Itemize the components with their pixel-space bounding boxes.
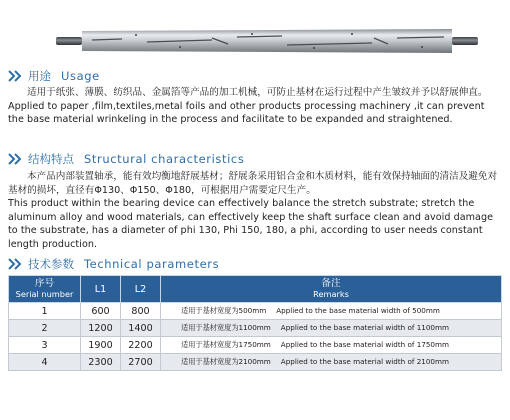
usage-text-en: Applied to paper ,film,textiles,metal foils and other products processing machinery ,it can prevent the base material wrinkeling in the process and facilitate to be expanded and straightened. [8,100,485,125]
header-remarks-cn: 备注 [321,278,341,289]
structure-title-cn: 结构特点 [28,152,74,166]
parameters-table [8,275,502,371]
header-remarks [161,276,502,303]
double-chevron-icon [8,153,22,165]
cell-l2: 1400 [121,320,161,337]
double-chevron-icon [8,258,22,270]
remark-en: Applied to the base material width of 500mm [276,306,440,315]
expander-shaft-image [52,26,482,58]
usage-heading [8,68,100,84]
usage-paragraph [8,86,502,127]
header-l2: L2 [121,276,161,303]
remark-cn: 适用于基材宽度为1100mm [181,323,271,332]
cell-l1: 2300 [81,354,121,371]
shaft-body [82,29,452,53]
params-title-cn: 技术参数 [28,257,74,271]
header-serial [9,276,81,303]
shaft-left-end [56,37,82,45]
structure-title-en: Structural characteristics [84,152,245,166]
cell-serial: 3 [9,337,81,354]
remark-cn: 适用于基材宽度为1750mm [181,340,271,349]
remark-en: Applied to the base material width of 1100mm [280,323,449,332]
usage-title-cn: 用途 [28,69,51,83]
double-chevron-icon [8,70,22,82]
cell-l2: 2200 [121,337,161,354]
cell-l1: 1900 [81,337,121,354]
params-heading [8,256,219,272]
params-title-en: Technical parameters [84,257,220,271]
cell-l2: 800 [121,303,161,320]
cell-serial: 1 [9,303,81,320]
header-remarks-en: Remarks [313,289,349,299]
usage-title-en: Usage [61,69,100,83]
table-row [9,337,502,354]
cell-serial: 4 [9,354,81,371]
header-serial-cn: 序号 [34,278,55,289]
structure-heading [8,151,244,167]
cell-l1: 1200 [81,320,121,337]
cell-remark [161,337,502,354]
table-row [9,320,502,337]
remark-en: Applied to the base material width of 1750mm [280,340,449,349]
structure-text-en: This product within the bearing device can effectively balance the stretch substrate; stretch the aluminum alloy and wood materials, can effectively keep the shaft surface clean and avoid damage to the substrate, has a diameter of phi 130, Phi 150, 180, a phi, according to user needs constant length production. [8,198,494,250]
table-row [9,303,502,320]
structure-paragraph [8,170,502,251]
cell-l1: 600 [81,303,121,320]
table-row [9,354,502,371]
header-l1: L1 [81,276,121,303]
shaft-right-end [452,37,478,45]
cell-remark [161,303,502,320]
cell-remark [161,320,502,337]
remark-cn: 适用于基材宽度为500mm [181,306,267,315]
structure-text-cn: 本产品内部装置轴承，能有效均衡地舒展基材；舒展条采用铝合金和木质材料，能有效保持轴面的清洁及避免对基材的损坏，直径有Φ130、Φ150、Φ180，可根据用户需要定尺生产。 [8,171,498,196]
usage-text-cn: 适用于纸张、薄膜、纺织品、金属箔等产品的加工机械，可防止基材在运行过程中产生皱纹并予以舒展伸直。 [27,87,488,98]
header-serial-en: Serial number [15,289,74,299]
cell-serial: 2 [9,320,81,337]
remark-cn: 适用于基材宽度为2100mm [181,357,271,366]
cell-remark [161,354,502,371]
cell-l2: 2700 [121,354,161,371]
remark-en: Applied to the base material width of 2100mm [280,357,449,366]
table-header-row [9,276,502,303]
